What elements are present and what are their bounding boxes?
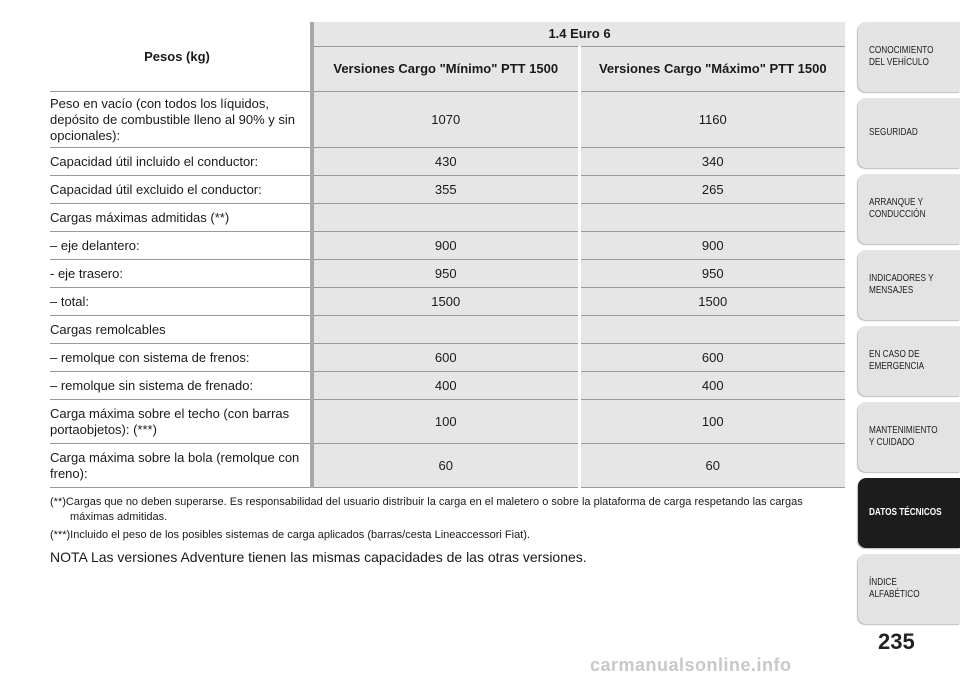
value-maximo: 1500: [579, 288, 845, 316]
value-maximo: 950: [579, 260, 845, 288]
value-maximo: 340: [579, 148, 845, 176]
value-minimo: [312, 204, 579, 232]
table-row: [50, 148, 845, 176]
section-tab[interactable]: [858, 250, 960, 320]
value-minimo: 355: [312, 176, 579, 204]
value-minimo: 1500: [312, 288, 579, 316]
section-tab-label: CONOCIMIENTO DEL VEHÍCULO: [869, 45, 934, 68]
row-label: Capacidad útil incluido el conductor:: [50, 148, 312, 176]
value-maximo: 900: [579, 232, 845, 260]
row-label: Capacidad útil excluido el conductor:: [50, 176, 312, 204]
value-minimo: 60: [312, 444, 579, 488]
value-minimo: [312, 316, 579, 344]
table-row: [50, 92, 845, 148]
table-row: [50, 372, 845, 400]
value-maximo: [579, 204, 845, 232]
column-header-maximo: Versiones Cargo "Máximo" PTT 1500: [579, 47, 845, 92]
row-label: – total:: [50, 288, 312, 316]
value-minimo: 950: [312, 260, 579, 288]
section-tab[interactable]: [858, 174, 960, 244]
nota-adventure: NOTA Las versiones Adventure tienen las mismas capacidades de las otras versiones.: [50, 549, 587, 565]
section-tabs: [858, 22, 960, 630]
engine-group-header: 1.4 Euro 6: [312, 22, 845, 47]
table-row: [50, 400, 845, 444]
row-label: – remolque sin sistema de frenado:: [50, 372, 312, 400]
section-tab-label: EN CASO DE EMERGENCIA: [869, 349, 925, 372]
value-maximo: 100: [579, 400, 845, 444]
row-label: Cargas remolcables: [50, 316, 312, 344]
value-maximo: 265: [579, 176, 845, 204]
row-label: – eje delantero:: [50, 232, 312, 260]
value-minimo: 600: [312, 344, 579, 372]
column-header-minimo: Versiones Cargo "Mínimo" PTT 1500: [312, 47, 579, 92]
section-tab-label: INDICADORES Y MENSAJES: [869, 273, 934, 296]
table-row: [50, 288, 845, 316]
value-minimo: 900: [312, 232, 579, 260]
row-label: Carga máxima sobre el techo (con barras portaobjetos): (***): [50, 400, 312, 444]
table-row: [50, 232, 845, 260]
table-row: [50, 344, 845, 372]
table-row: [50, 444, 845, 488]
row-label: – remolque con sistema de frenos:: [50, 344, 312, 372]
footnote-triple-asterisk: (***)Incluido el peso de los posibles sistemas de carga aplicados (barras/cesta Lineaccessori Fiat).: [50, 529, 530, 541]
value-maximo: 60: [579, 444, 845, 488]
section-tab-label: ÍNDICE ALFABÉTICO: [869, 577, 920, 600]
row-label: - eje trasero:: [50, 260, 312, 288]
value-minimo: 100: [312, 400, 579, 444]
value-maximo: 1160: [579, 92, 845, 148]
section-tab[interactable]: [858, 22, 960, 92]
section-tab[interactable]: [858, 402, 960, 472]
value-minimo: 400: [312, 372, 579, 400]
row-label: Cargas máximas admitidas (**): [50, 204, 312, 232]
section-tab-label: SEGURIDAD: [869, 127, 918, 138]
section-tab[interactable]: [858, 98, 960, 168]
weights-heading: Pesos (kg): [50, 22, 312, 92]
value-maximo: [579, 316, 845, 344]
page-number: 235: [878, 629, 915, 654]
section-tab[interactable]: [858, 478, 960, 548]
section-tab-label: MANTENIMIENTO Y CUIDADO: [869, 425, 938, 448]
row-label: Peso en vacío (con todos los líquidos, depósito de combustible lleno al 90% y sin opcionales):: [50, 92, 312, 148]
section-tab[interactable]: [858, 326, 960, 396]
section-tab-label: DATOS TÉCNICOS: [869, 507, 942, 518]
table-body: [50, 92, 845, 488]
weights-table: [50, 22, 845, 488]
footnote-double-asterisk: (**)Cargas que no deben superarse. Es responsabilidad del usuario distribuir la carga en el maletero o sobre la plataforma de carga respetando las cargas máximas admitidas.: [50, 496, 803, 523]
section-tab[interactable]: [858, 554, 960, 624]
table-row: [50, 316, 845, 344]
section-tab-label: ARRANQUE Y CONDUCCIÓN: [869, 197, 926, 220]
value-maximo: 400: [579, 372, 845, 400]
table-row: [50, 260, 845, 288]
watermark: carmanualsonline.info: [590, 655, 792, 675]
value-minimo: 1070: [312, 92, 579, 148]
table-row: [50, 176, 845, 204]
footnotes: [50, 495, 840, 546]
row-label: Carga máxima sobre la bola (remolque con freno):: [50, 444, 312, 488]
value-minimo: 430: [312, 148, 579, 176]
table-row: [50, 204, 845, 232]
value-maximo: 600: [579, 344, 845, 372]
